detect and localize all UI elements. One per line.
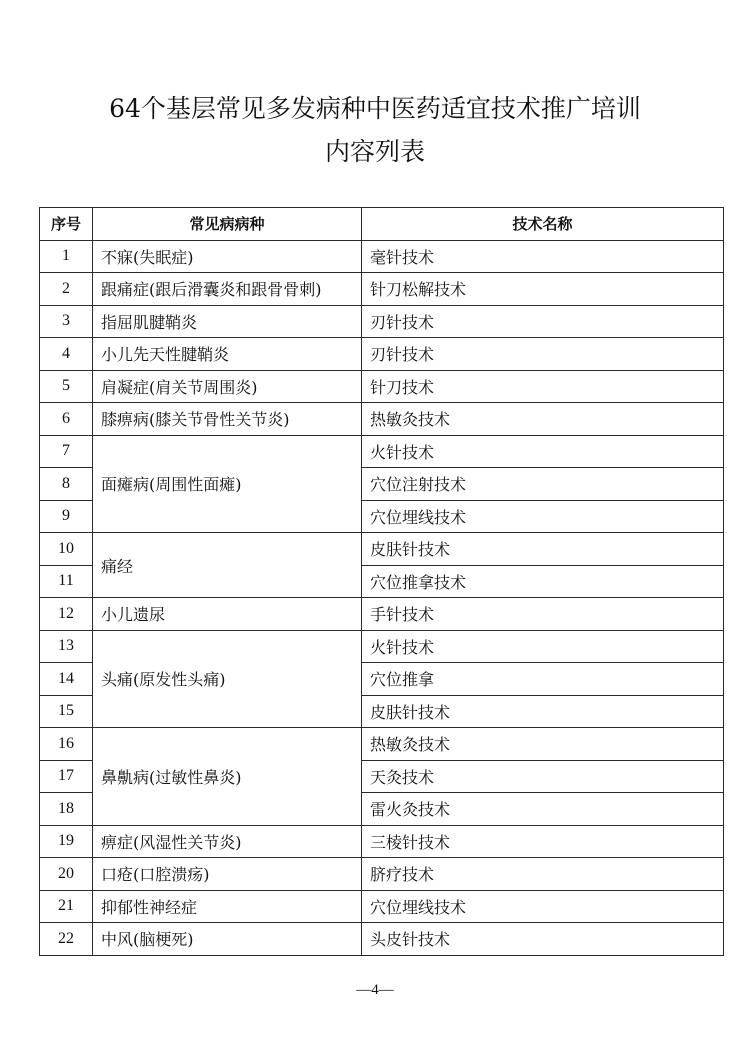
row-number: 19: [40, 825, 93, 858]
disease-name: 痛经: [93, 533, 362, 598]
row-number: 6: [40, 403, 93, 436]
disease-name: 肩凝症(肩关节周围炎): [93, 370, 362, 403]
disease-name: 鼻鼽病(过敏性鼻炎): [93, 728, 362, 826]
row-number: 22: [40, 923, 93, 956]
table-row: [40, 273, 724, 306]
row-number: 7: [40, 435, 93, 468]
technique-name: 脐疗技术: [362, 858, 724, 891]
technique-name: 穴位推拿: [362, 663, 724, 696]
row-number: 8: [40, 468, 93, 501]
document-title-line-2: 内容列表: [324, 137, 425, 166]
row-number: 12: [40, 598, 93, 631]
row-number: 1: [40, 240, 93, 273]
table-row: [40, 403, 724, 436]
technique-name: 毫针技术: [362, 240, 724, 273]
technique-name: 穴位埋线技术: [362, 890, 724, 923]
table-body: [40, 240, 724, 955]
table-row: [40, 858, 724, 891]
row-number: 11: [40, 565, 93, 598]
disease-name: 头痛(原发性头痛): [93, 630, 362, 728]
disease-name: 痹症(风湿性关节炎): [93, 825, 362, 858]
technique-name: 皮肤针技术: [362, 533, 724, 566]
technique-name: 天灸技术: [362, 760, 724, 793]
row-number: 3: [40, 305, 93, 338]
table-row: [40, 923, 724, 956]
header-disease: 常见病病种: [93, 208, 362, 241]
header-tech: 技术名称: [362, 208, 724, 241]
row-number: 14: [40, 663, 93, 696]
technique-name: 针刀松解技术: [362, 273, 724, 306]
technique-name: 热敏灸技术: [362, 403, 724, 436]
technique-name: 刃针技术: [362, 305, 724, 338]
row-number: 4: [40, 338, 93, 371]
table-header-row: [40, 208, 724, 241]
technique-name: 热敏灸技术: [362, 728, 724, 761]
disease-name: 小儿遗尿: [93, 598, 362, 631]
disease-name: 面瘫病(周围性面瘫): [93, 435, 362, 533]
technique-name: 穴位埋线技术: [362, 500, 724, 533]
table-row: [40, 435, 724, 468]
page-number: —4—: [356, 982, 394, 998]
disease-name: 指屈肌腱鞘炎: [93, 305, 362, 338]
technique-name: 针刀技术: [362, 370, 724, 403]
disease-name: 口疮(口腔溃疡): [93, 858, 362, 891]
table-row: [40, 630, 724, 663]
row-number: 5: [40, 370, 93, 403]
technique-name: 头皮针技术: [362, 923, 724, 956]
row-number: 18: [40, 793, 93, 826]
table-row: [40, 533, 724, 566]
table-row: [40, 598, 724, 631]
technique-name: 火针技术: [362, 630, 724, 663]
row-number: 10: [40, 533, 93, 566]
technique-name: 三棱针技术: [362, 825, 724, 858]
table-row: [40, 728, 724, 761]
row-number: 21: [40, 890, 93, 923]
row-number: 15: [40, 695, 93, 728]
technique-name: 刃针技术: [362, 338, 724, 371]
technique-name: 穴位注射技术: [362, 468, 724, 501]
table-row: [40, 338, 724, 371]
row-number: 16: [40, 728, 93, 761]
technique-name: 火针技术: [362, 435, 724, 468]
disease-name: 不寐(失眠症): [93, 240, 362, 273]
header-num: 序号: [40, 208, 93, 241]
table-row: [40, 305, 724, 338]
row-number: 13: [40, 630, 93, 663]
document-title-line-1: 64个基层常见多发病种中医药适宜技术推广培训: [109, 94, 641, 123]
technique-name: 皮肤针技术: [362, 695, 724, 728]
disease-name: 抑郁性神经症: [93, 890, 362, 923]
table-row: [40, 240, 724, 273]
table-row: [40, 825, 724, 858]
technique-name: 手针技术: [362, 598, 724, 631]
disease-name: 小儿先天性腱鞘炎: [93, 338, 362, 371]
row-number: 20: [40, 858, 93, 891]
table-row: [40, 370, 724, 403]
technique-name: 雷火灸技术: [362, 793, 724, 826]
row-number: 2: [40, 273, 93, 306]
row-number: 17: [40, 760, 93, 793]
disease-name: 跟痛症(跟后滑囊炎和跟骨骨刺): [93, 273, 362, 306]
technique-table: [39, 207, 724, 956]
disease-name: 中风(脑梗死): [93, 923, 362, 956]
technique-name: 穴位推拿技术: [362, 565, 724, 598]
row-number: 9: [40, 500, 93, 533]
table-row: [40, 890, 724, 923]
disease-name: 膝痹病(膝关节骨性关节炎): [93, 403, 362, 436]
